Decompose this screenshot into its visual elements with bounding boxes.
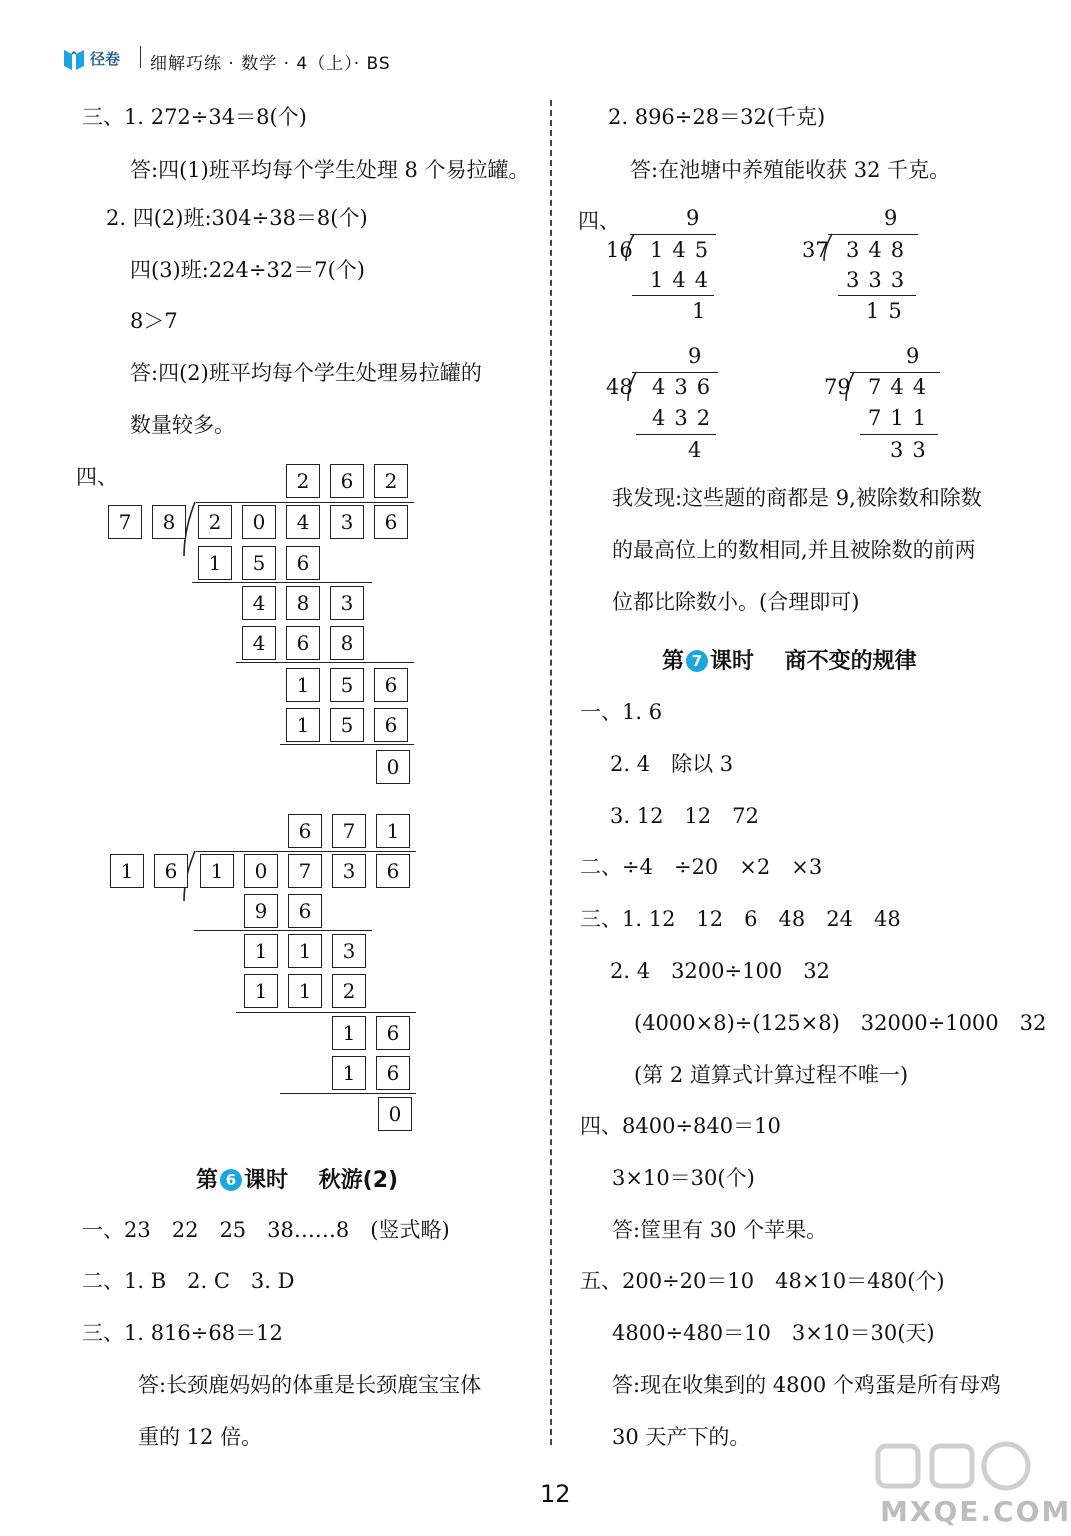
remainder: 15 [866,299,911,323]
divisor: 48 [606,375,633,399]
lesson-prefix: 第 [662,649,685,674]
subtract-line [838,295,916,296]
subtract-line [280,744,414,745]
subtrahend: 144 [650,268,718,292]
lesson-name: 秋游(2) [318,1168,399,1193]
subtract-line [632,295,714,296]
question-number: 四、 [76,465,118,489]
answer-line: 一、23 22 25 38……8 (竖式略) [82,1218,450,1242]
lesson-suffix: 课时 [710,649,755,674]
lesson-prefix: 第 [196,1168,219,1193]
answer-line: (第 2 道算式计算过程不唯一) [634,1063,909,1087]
step-digit: 1 [332,1016,366,1050]
divisor-digit: 6 [154,854,188,888]
dividend-digit: 6 [374,505,408,539]
divisor-digit: 8 [152,505,186,539]
lesson-number-badge: 7 [686,650,708,672]
book-logo-icon [62,46,86,72]
subtract-line [236,662,414,663]
answer-line: 2. 四(2)班:304÷38＝8(个) [106,206,368,230]
divisor: 16 [606,238,633,262]
dividend-digit: 7 [288,854,322,888]
lesson-name: 商不变的规律 [784,649,917,674]
answer-line: 三、1. 816÷68＝12 [82,1321,283,1345]
subtrahend: 432 [652,406,720,430]
step-digit: 1 [244,974,278,1008]
answer-line: 三、1. 12 12 6 48 24 48 [580,907,901,931]
division-bar [850,372,940,373]
dividend: 744 [868,375,936,399]
answer-line: 二、÷4 ÷20 ×2 ×3 [580,855,823,879]
step-digit: 4 [242,626,276,660]
answer-line: 8＞7 [130,309,178,333]
subtract-line [860,434,938,435]
dividend: 348 [846,238,914,262]
lesson-suffix: 课时 [244,1168,289,1193]
answer-line: 三、1. 272÷34＝8(个) [82,105,307,129]
division-bar [630,234,716,235]
step-digit: 5 [242,546,276,580]
watermark-text: MXQE.COM [880,1495,1071,1528]
quotient-digit: 6 [330,464,364,498]
step-digit: 1 [288,934,322,968]
remainder-digit: 0 [378,1097,412,1131]
dividend-digit: 0 [244,854,278,888]
quotient-digit: 2 [286,464,320,498]
answer-line: 2. 4 除以 3 [610,752,734,776]
step-digit: 1 [332,1056,366,1090]
step-digit: 3 [330,586,364,620]
dividend-digit: 0 [242,505,276,539]
step-digit: 4 [242,586,276,620]
dividend: 145 [650,238,718,262]
step-digit: 1 [198,546,232,580]
dividend-digit: 3 [332,854,366,888]
lesson-number-badge: 6 [220,1169,242,1191]
quotient: 9 [884,206,907,230]
remainder: 33 [890,438,935,462]
divisor: 79 [824,375,851,399]
answer-line: 数量较多。 [130,413,235,437]
answer-line: 答:长颈鹿妈妈的体重是长颈鹿宝宝体 [138,1373,482,1397]
answer-line: 二、1. B 2. C 3. D [82,1269,295,1293]
step-digit: 5 [330,708,364,742]
step-digit: 2 [332,974,366,1008]
answer-line: 四、8400÷840＝10 [580,1114,781,1138]
answer-line: 四(3)班:224÷32＝7(个) [130,258,365,282]
divisor: 37 [802,238,829,262]
step-digit: 6 [286,626,320,660]
answer-line: (4000×8)÷(125×8) 32000÷1000 32 [634,1011,1047,1035]
answer-line: 答:四(2)班平均每个学生处理易拉罐的 [130,361,482,385]
subtrahend: 333 [846,268,914,292]
division-bar [632,372,718,373]
quotient-digit: 1 [376,814,410,848]
quotient: 9 [688,344,711,368]
answer-line: 答:现在收集到的 4800 个鸡蛋是所有母鸡 [612,1373,1001,1397]
answer-line: 答:在池塘中养殖能收获 32 千克。 [630,158,951,182]
step-digit: 6 [376,1056,410,1090]
step-digit: 1 [286,668,320,702]
subtract-line [194,930,372,931]
quotient: 9 [686,206,709,230]
subtract-line [636,434,716,435]
step-digit: 6 [374,668,408,702]
lesson-6-title [196,1163,398,1194]
subtract-line [236,1012,416,1013]
finding-line: 的最高位上的数相同,并且被除数的前两 [612,538,976,562]
dividend-digit: 2 [198,505,232,539]
step-digit: 8 [330,626,364,660]
subtract-line [280,1093,416,1094]
subtrahend: 711 [868,406,936,430]
question-number: 四、 [578,209,620,233]
header-separator [140,46,141,68]
remainder: 4 [688,438,711,462]
division-bar [196,502,414,503]
finding-line: 位都比除数小。(合理即可) [612,590,860,614]
answer-line: 3. 12 12 72 [610,804,759,828]
quotient: 9 [906,344,929,368]
division-bar [828,234,918,235]
dividend-digit: 1 [200,854,234,888]
dividend: 436 [652,375,720,399]
answer-line: 30 天产下的。 [612,1425,751,1449]
step-digit: 6 [376,1016,410,1050]
answer-line: 3×10＝30(个) [612,1166,755,1190]
answer-line: 一、1. 6 [580,700,663,724]
header-title: 细解巧练 · 数学 · 4（上）· BS [150,54,391,74]
remainder-digit: 0 [376,750,410,784]
answer-line: 4800÷480＝10 3×10＝30(天) [612,1321,935,1345]
column-divider [550,100,552,1445]
quotient-digit: 7 [332,814,366,848]
quotient-digit: 6 [288,814,322,848]
divisor-digit: 7 [108,505,142,539]
finding-line: 我发现:这些题的商都是 9,被除数和除数 [612,486,982,510]
lesson-7-title [662,644,917,675]
step-digit: 6 [374,708,408,742]
step-digit: 1 [288,974,322,1008]
step-digit: 1 [244,934,278,968]
answer-line: 答:筐里有 30 个苹果。 [612,1218,828,1242]
dividend-digit: 4 [286,505,320,539]
subtract-line [192,582,372,583]
answer-line: 五、200÷20＝10 48×10＝480(个) [580,1269,945,1293]
answer-line: 2. 4 3200÷100 32 [610,959,830,983]
step-digit: 6 [286,546,320,580]
answer-line: 2. 896÷28＝32(千克) [608,105,826,129]
step-digit: 8 [286,586,320,620]
answer-line: 答:四(1)班平均每个学生处理 8 个易拉罐。 [130,158,530,182]
remainder: 1 [692,299,715,323]
page-number: 12 [540,1480,571,1508]
step-digit: 9 [244,894,278,928]
dividend-digit: 3 [330,505,364,539]
division-bar [196,851,416,852]
divisor-digit: 1 [110,854,144,888]
step-digit: 1 [286,708,320,742]
step-digit: 6 [288,894,322,928]
step-digit: 5 [330,668,364,702]
answer-line: 重的 12 倍。 [138,1425,263,1449]
step-digit: 3 [332,934,366,968]
brand-logo-text: 径卷 [90,50,121,68]
dividend-digit: 6 [376,854,410,888]
quotient-digit: 2 [374,464,408,498]
